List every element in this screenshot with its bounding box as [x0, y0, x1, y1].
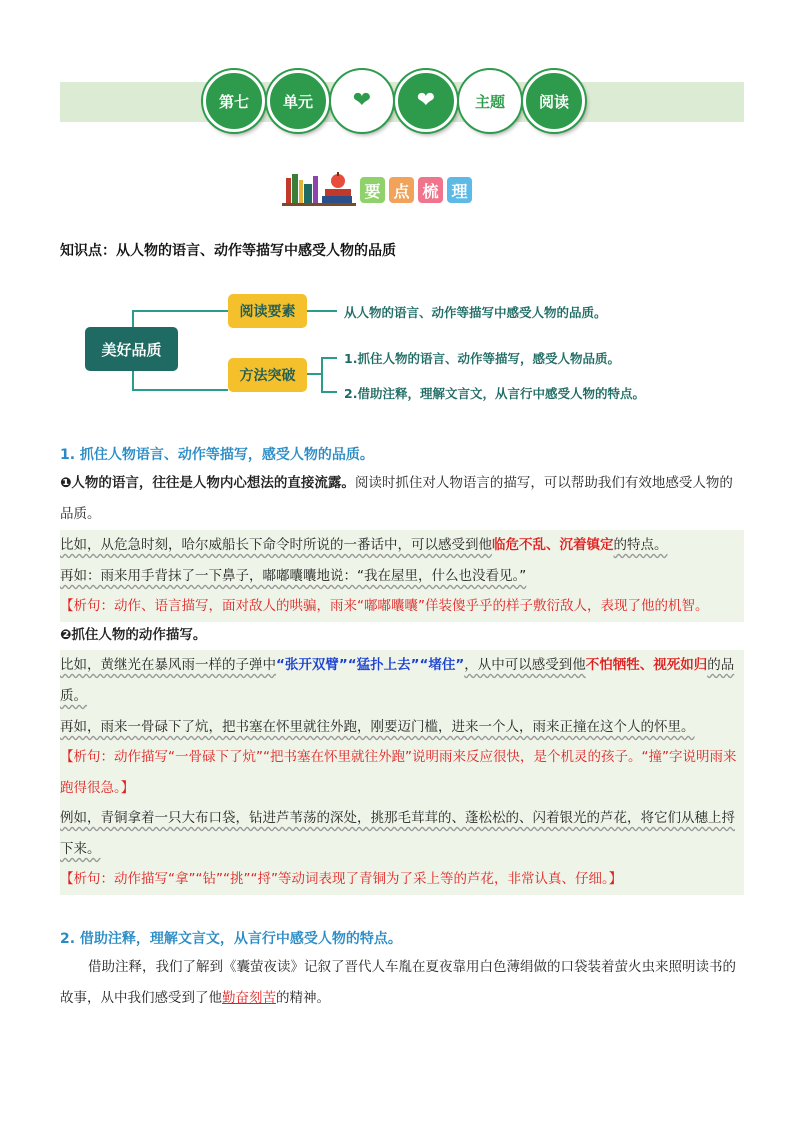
- title-circle: 第七: [203, 70, 265, 132]
- section-heading: 2. 借助注释，理解文言文，从言行中感受人物的特点。: [60, 931, 402, 947]
- example-line: 例如，青铜拿着一只大布口袋，钻进芦苇荡的深处，挑那毛茸茸的、蓬松松的、闪着银光的芦花，将它们从穗上捋下来。: [60, 803, 744, 865]
- knowledge-point: 知识点：从人物的语言、动作等描写中感受人物的品质: [60, 243, 396, 259]
- example-line: 再如：雨来用手背抹了一下鼻子，嘟嘟囔囔地说：“我在屋里，什么也没看见。”: [60, 561, 744, 592]
- books-icon: [282, 170, 356, 206]
- mind-map-text: 2.借助注释，理解文言文，从言行中感受人物的特点。: [344, 386, 645, 401]
- example-line: 比如，从危急时刻，哈尔威船长下命令时所说的一番话中，可以感受到他临危不乱、沉着镇定的特点。: [60, 530, 744, 561]
- section-heading: 1. 抓住人物语言、动作等描写，感受人物的品质。: [60, 447, 374, 463]
- mind-map-node: 方法突破: [228, 358, 307, 392]
- title-tile: 理: [447, 177, 472, 203]
- paragraph: 借助注释，我们了解到《囊萤夜读》记叙了晋代人车胤在夏夜靠用白色薄绢做的口袋装着萤火虫来照明读书的故事，从中我们感受到了他勤奋刻苦的精神。: [60, 959, 736, 1006]
- heart-icon: ❤: [395, 70, 457, 132]
- mind-map-text: 从人物的语言、动作等描写中感受人物的品质。: [344, 305, 607, 320]
- title-tile: 梳: [418, 177, 443, 203]
- title-circle: 单元: [267, 70, 329, 132]
- mind-map-node: 阅读要素: [228, 294, 307, 328]
- title-tile: 要: [360, 177, 385, 203]
- paragraph: ❶人物的语言，往往是人物内心想法的直接流露。阅读时抓住对人物语言的描写，可以帮助我们有效地感受人物的品质。: [60, 475, 733, 522]
- title-tile: 点: [389, 177, 414, 203]
- analysis-line: 【析句：动作、语言描写，面对敌人的哄骗，雨来“嘟嘟囔囔”佯装傻乎乎的样子敷衍敌人，表现了他的机智。: [60, 591, 744, 622]
- example-line: 比如，黄继光在暴风雨一样的子弹中“张开双臂”“猛扑上去”“堵住”，从中可以感受到他不怕牺牲、视死如归的品质。: [60, 650, 744, 712]
- example-line: 再如，雨来一骨碌下了炕，把书塞在怀里就往外跑，刚要迈门槛，进来一个人，雨来正撞在这个人的怀里。: [60, 712, 744, 743]
- paragraph: ❷抓住人物的动作描写。: [60, 627, 207, 643]
- analysis-line: 【析句：动作描写“一骨碌下了炕”“把书塞在怀里就往外跑”说明雨来反应很快，是个机灵的孩子。“撞”字说明雨来跑得很急。】: [60, 742, 744, 804]
- section-title: [282, 168, 472, 206]
- mind-map: [60, 285, 744, 410]
- analysis-line: 【析句：动作描写“拿”“钻”“挑”“捋”等动词表现了青铜为了采上等的芦花，非常认真、仔细。】: [60, 864, 744, 895]
- mind-map-text: 1.抓住人物的语言、动作等描写，感受人物品质。: [344, 351, 620, 366]
- heart-icon: ❤: [331, 70, 393, 132]
- title-circle: 阅读: [523, 70, 585, 132]
- title-circle: 主题: [459, 70, 521, 132]
- mind-map-root: 美好品质: [85, 327, 178, 371]
